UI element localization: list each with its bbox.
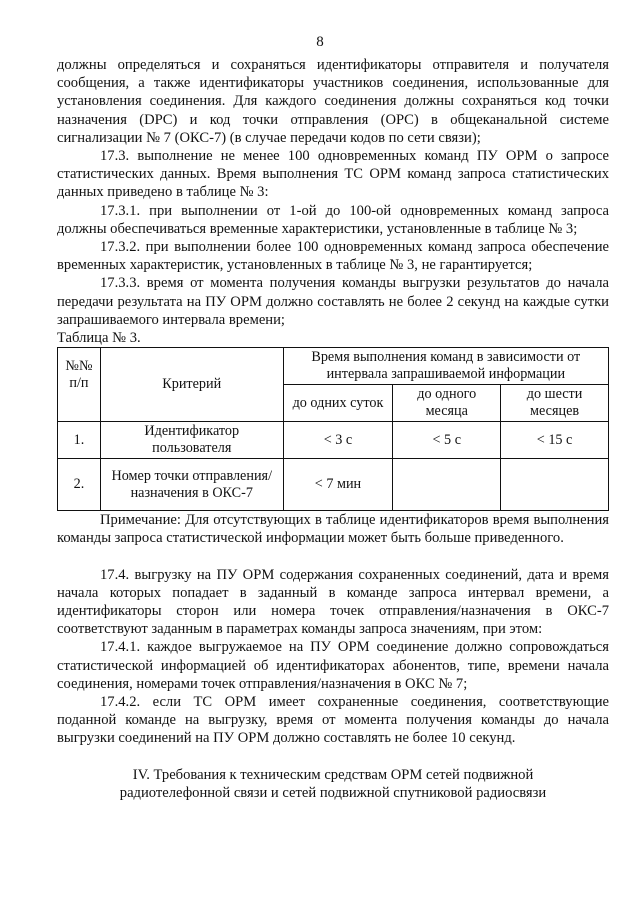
document-body (57, 56, 609, 802)
header-num: №№ п/п (58, 348, 101, 422)
subheader-day: до одних суток (283, 385, 393, 422)
header-criterion: Критерий (100, 348, 283, 422)
row-num: 1. (58, 422, 101, 459)
row-value-six-months (501, 459, 609, 511)
timing-table (57, 347, 609, 511)
table-note: Примечание: Для отсутствующих в таблице идентификаторов время выполнения команды запроса статистической информации может быть больше приведенного. (57, 512, 609, 547)
row-criterion: Идентификатор пользователя (100, 422, 283, 459)
row-num: 2. (58, 459, 101, 511)
paragraph-continuation: должны определяться и сохраняться идентификаторы отправителя и получателя сообщения, а также идентификаторы участников соединения, использованные для установления соединения. Для каждого соединения должны сохраняться код точки назначения (DPC) и код точки отправления (OPC) в общеканальной системе сигнализации № 7 (ОКС-7) (в случае передачи кодов по сети связи); (57, 57, 609, 146)
row-value-month (393, 459, 501, 511)
row-value-day: < 3 с (283, 422, 393, 459)
section-heading-line: IV. Требования к техническим средствам ОРМ сетей подвижной (132, 766, 534, 783)
section-heading-line: радиотелефонной связи и сетей подвижной спутниковой радиосвязи (119, 784, 547, 801)
spacer (57, 548, 609, 566)
subheader-month: до одного месяца (393, 385, 501, 422)
paragraph-17-3-1: 17.3.1. при выполнении от 1-ой до 100-ой одновременных команд запроса должны обеспечиваться временные характеристики, установленные в таблице № 3; (57, 202, 609, 237)
row-value-month: < 5 с (393, 422, 501, 459)
paragraph-17-4: 17.4. выгрузку на ПУ ОРМ содержания сохраненных соединений, дата и время начала которых попадает в заданный в команде запроса интервал времени, а идентификаторы сторон или номера точек отправления/назначения в ОКС-7 соответствуют заданным в параметрах команды запроса значениям, при этом: (57, 566, 609, 638)
paragraph-17-3: 17.3. выполнение не менее 100 одновременных команд ПУ ОРМ о запросе статистических данных. Время выполнения ТС ОРМ команд запроса статистических данных приведено в таблице № 3: (57, 148, 609, 201)
table-caption: Таблица № 3. (57, 330, 141, 347)
table-row (58, 459, 609, 511)
paragraph-17-3-3: 17.3.3. время от момента получения команды выгрузки результатов до начала передачи результата на ПУ ОРМ должно составлять не более 2 секунд на каждые сутки запрашиваемого интервала времени; (57, 275, 609, 328)
row-value-day: < 7 мин (283, 459, 393, 511)
page-number: 8 (316, 34, 324, 50)
table-row (58, 422, 609, 459)
paragraph-17-4-2: 17.4.2. если ТС ОРМ имеет сохраненные соединения, соответствующие поданной команде на выгрузку, время от момента получения команды до начала выгрузки соединений на ПУ ОРМ должно составлять не более 10 секунд. (57, 694, 609, 747)
spacer (57, 748, 609, 766)
row-criterion: Номер точки отправления/назначения в ОКС-7 (100, 459, 283, 511)
subheader-six-months: до шести месяцев (501, 385, 609, 422)
row-value-six-months: < 15 с (501, 422, 609, 459)
paragraph-17-3-2: 17.3.2. при выполнении более 100 одновременных команд запроса обеспечение временных характеристик, установленных в таблице № 3, не гарантируется; (57, 239, 609, 274)
header-group: Время выполнения команд в зависимости от интервала запрашиваемой информации (283, 348, 608, 385)
paragraph-17-4-1: 17.4.1. каждое выгружаемое на ПУ ОРМ соединение должно сопровождаться статистической информацией об идентификаторах абонентов, типе, времени начала соединения, номерами точек отправления/назначения в ОКС № 7; (57, 639, 609, 692)
